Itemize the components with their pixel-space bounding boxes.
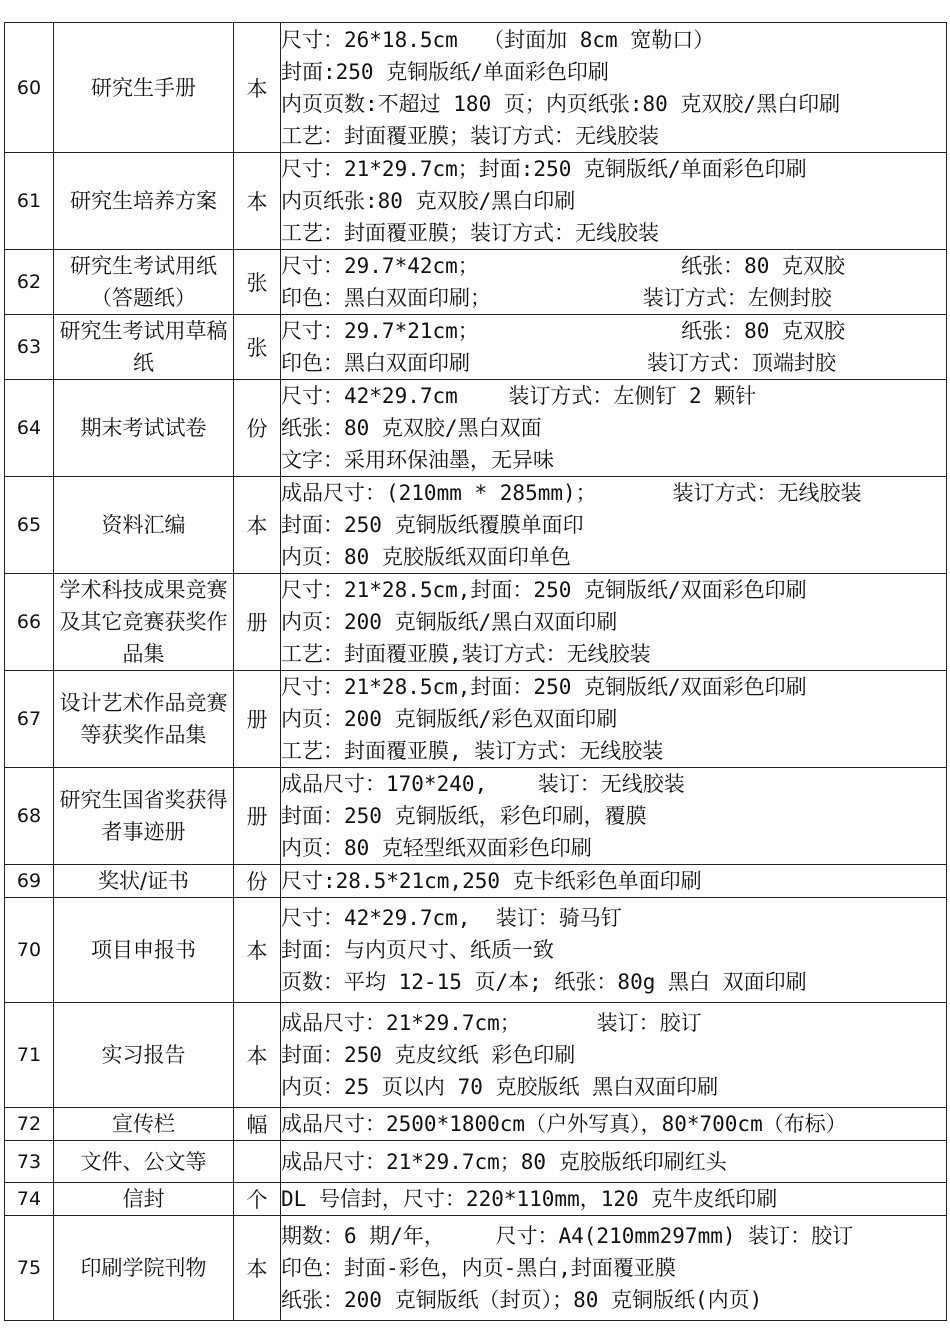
item-specification	[281, 1216, 947, 1321]
item-unit: 本	[234, 477, 281, 574]
item-number: 68	[5, 768, 54, 865]
spec-line: 尺寸:28.5*21cm,250 克卡纸彩色单面印刷	[281, 869, 702, 893]
item-name: 信封	[54, 1183, 234, 1216]
item-number: 61	[5, 153, 54, 250]
item-number: 73	[5, 1141, 54, 1183]
spec-line: 封面：250 克皮纹纸 彩色印刷	[281, 1043, 576, 1067]
table-row	[5, 865, 947, 898]
item-name: 宣传栏	[54, 1108, 234, 1141]
table-row	[5, 898, 947, 1003]
item-unit: 本	[234, 153, 281, 250]
item-number: 67	[5, 671, 54, 768]
item-specification	[281, 865, 947, 898]
table-row	[5, 1108, 947, 1141]
spec-line: 内页：25 页以内 70 克胶版纸 黑白双面印刷	[281, 1075, 719, 1099]
spec-line: 尺寸：21*29.7cm；封面:250 克铜版纸/单面彩色印刷	[281, 157, 807, 181]
spec-line: 印色：黑白双面印刷； 装订方式：左侧封胶	[281, 286, 832, 310]
table-row	[5, 1141, 947, 1183]
table-row	[5, 380, 947, 477]
spec-line: 纸张：80 克双胶/黑白双面	[281, 416, 542, 440]
item-specification	[281, 671, 947, 768]
item-number: 62	[5, 250, 54, 315]
spec-line: 尺寸：29.7*21cm； 纸张：80 克双胶	[281, 319, 846, 343]
spec-line: 页数：平均 12-15 页/本; 纸张：80g 黑白 双面印刷	[281, 970, 807, 994]
item-number: 71	[5, 1003, 54, 1108]
item-name: 研究生考试用草稿纸	[54, 315, 234, 380]
item-unit: 个	[234, 1183, 281, 1216]
spec-line: 工艺：封面覆亚膜, 装订方式：无线胶装	[281, 739, 664, 763]
item-number: 65	[5, 477, 54, 574]
item-unit: 册	[234, 574, 281, 671]
spec-table-body	[5, 23, 947, 1321]
spec-line: DL 号信封，尺寸：220*110mm，120 克牛皮纸印刷	[281, 1187, 778, 1211]
table-row	[5, 250, 947, 315]
item-name: 研究生考试用纸（答题纸）	[54, 250, 234, 315]
item-specification	[281, 380, 947, 477]
item-name: 印刷学院刊物	[54, 1216, 234, 1321]
spec-line: 尺寸：26*18.5cm （封面加 8cm 宽勒口）	[281, 27, 715, 52]
spec-line: 文字：采用环保油墨，无异味	[281, 448, 554, 472]
item-number: 72	[5, 1108, 54, 1141]
item-name: 文件、公文等	[54, 1141, 234, 1183]
spec-line: 内页：200 克铜版纸/黑白双面印刷	[281, 610, 618, 634]
item-unit	[234, 1141, 281, 1183]
table-row	[5, 477, 947, 574]
item-specification	[281, 250, 947, 315]
item-unit: 份	[234, 380, 281, 477]
item-specification	[281, 477, 947, 574]
item-unit: 幅	[234, 1108, 281, 1141]
item-unit: 份	[234, 865, 281, 898]
item-unit: 本	[234, 898, 281, 1003]
item-unit: 本	[234, 1003, 281, 1108]
item-name: 期末考试试卷	[54, 380, 234, 477]
spec-line: 印色：黑白双面印刷 装订方式：顶端封胶	[281, 351, 837, 375]
item-specification	[281, 1003, 947, 1108]
spec-line: 工艺：封面覆亚膜；装订方式：无线胶装	[281, 123, 659, 148]
item-number: 75	[5, 1216, 54, 1321]
spec-line: 内页页数:不超过 180 页；内页纸张:80 克双胶/黑白印刷	[281, 91, 841, 116]
item-specification	[281, 574, 947, 671]
spec-line: 工艺：封面覆亚膜,装订方式：无线胶装	[281, 642, 651, 666]
spec-line: 工艺：封面覆亚膜；装订方式：无线胶装	[281, 221, 659, 245]
item-number: 64	[5, 380, 54, 477]
table-row	[5, 1003, 947, 1108]
table-row	[5, 1183, 947, 1216]
item-number: 60	[5, 23, 54, 153]
spec-line: 成品尺寸：(210mm * 285mm)； 装订方式：无线胶装	[281, 481, 862, 505]
item-name: 设计艺术作品竞赛等获奖作品集	[54, 671, 234, 768]
item-number: 70	[5, 898, 54, 1003]
table-row	[5, 574, 947, 671]
item-name: 奖状/证书	[54, 865, 234, 898]
item-name: 研究生手册	[54, 23, 234, 153]
table-row	[5, 768, 947, 865]
item-specification	[281, 23, 947, 153]
item-specification	[281, 768, 947, 865]
spec-line: 内页：80 克胶版纸双面印单色	[281, 545, 571, 569]
spec-line: 内页：200 克铜版纸/彩色双面印刷	[281, 707, 618, 731]
item-name: 研究生国省奖获得者事迹册	[54, 768, 234, 865]
spec-line: 纸张：200 克铜版纸（封页）；80 克铜版纸(内页)	[281, 1288, 763, 1312]
printing-spec-table	[4, 22, 947, 1321]
spec-line: 印色：封面-彩色，内页-黑白,封面覆亚膜	[281, 1256, 676, 1280]
item-specification	[281, 898, 947, 1003]
spec-line: 成品尺寸：170*240, 装订：无线胶装	[281, 772, 685, 796]
item-unit: 张	[234, 250, 281, 315]
spec-line: 封面:250 克铜版纸/单面彩色印刷	[281, 59, 609, 84]
item-unit: 张	[234, 315, 281, 380]
item-name: 资料汇编	[54, 477, 234, 574]
table-row	[5, 23, 947, 153]
item-name: 研究生培养方案	[54, 153, 234, 250]
spec-line: 尺寸：42*29.7cm, 装订：骑马钉	[281, 906, 622, 930]
table-row	[5, 1216, 947, 1321]
item-specification	[281, 1183, 947, 1216]
spec-line: 尺寸：21*28.5cm,封面：250 克铜版纸/双面彩色印刷	[281, 578, 807, 602]
item-specification	[281, 1108, 947, 1141]
spec-line: 尺寸：21*28.5cm,封面：250 克铜版纸/双面彩色印刷	[281, 675, 807, 699]
item-specification	[281, 153, 947, 250]
spec-line: 内页：80 克轻型纸双面彩色印刷	[281, 836, 592, 860]
spec-line: 成品尺寸：2500*1800cm（户外写真），80*700cm（布标）	[281, 1112, 847, 1136]
spec-line: 尺寸：29.7*42cm； 纸张：80 克双胶	[281, 254, 846, 278]
spec-line: 成品尺寸：21*29.7cm； 装订：胶订	[281, 1011, 702, 1035]
item-number: 69	[5, 865, 54, 898]
item-unit: 本	[234, 1216, 281, 1321]
item-unit: 本	[234, 23, 281, 153]
spec-line: 尺寸：42*29.7cm 装订方式：左侧钉 2 颗针	[281, 384, 757, 408]
item-name: 学术科技成果竞赛及其它竞赛获奖作品集	[54, 574, 234, 671]
spec-line: 封面：250 克铜版纸覆膜单面印	[281, 513, 584, 537]
table-row	[5, 671, 947, 768]
item-name: 实习报告	[54, 1003, 234, 1108]
item-number: 74	[5, 1183, 54, 1216]
item-number: 63	[5, 315, 54, 380]
table-row	[5, 315, 947, 380]
spec-line: 成品尺寸：21*29.7cm；80 克胶版纸印刷红头	[281, 1149, 727, 1174]
item-name: 项目申报书	[54, 898, 234, 1003]
spec-line: 封面：250 克铜版纸，彩色印刷，覆膜	[281, 804, 647, 828]
item-number: 66	[5, 574, 54, 671]
spec-line: 封面：与内页尺寸、纸质一致	[281, 938, 554, 962]
spec-line: 内页纸张:80 克双胶/黑白印刷	[281, 189, 576, 213]
item-unit: 册	[234, 671, 281, 768]
spec-line: 期数：6 期/年， 尺寸：A4(210mm297mm) 装订：胶订	[281, 1224, 854, 1248]
table-row	[5, 153, 947, 250]
item-specification	[281, 1141, 947, 1183]
item-unit: 册	[234, 768, 281, 865]
item-specification	[281, 315, 947, 380]
